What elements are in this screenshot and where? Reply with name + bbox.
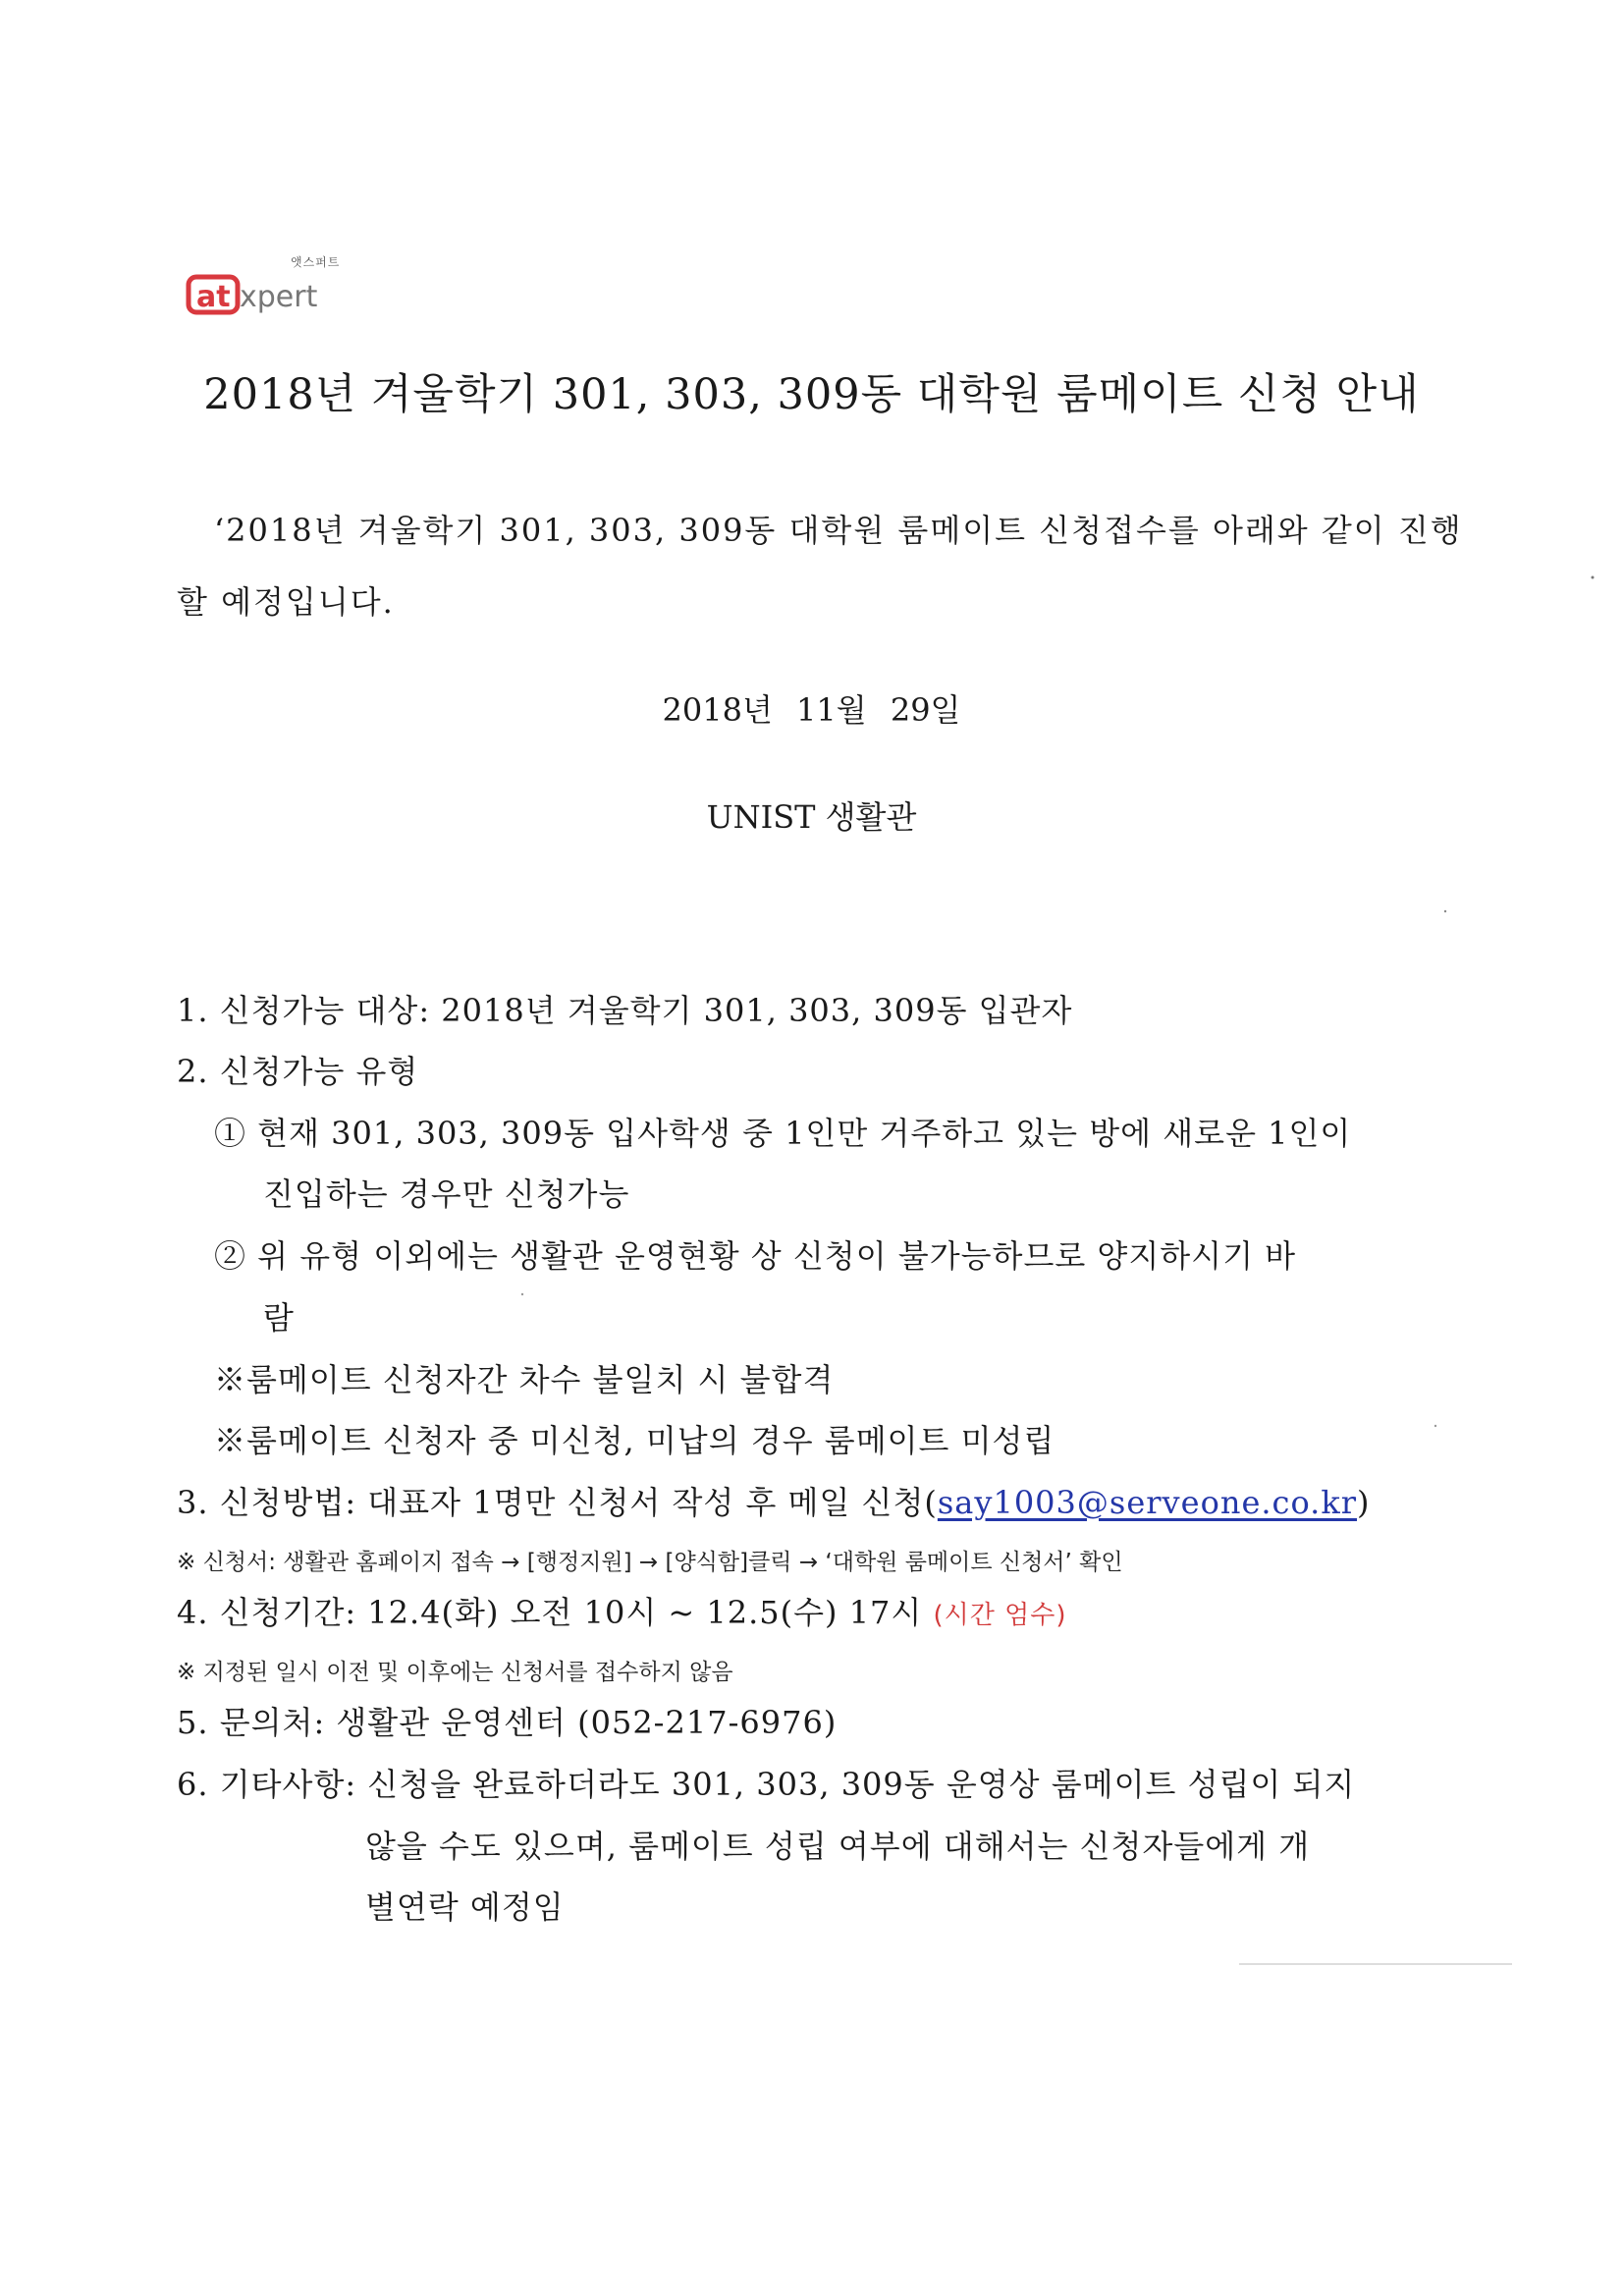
item-5-contact: 5. 문의처: 생활관 운영센터 (052-217-6976) <box>177 1704 838 1741</box>
item-2-type: 2. 신청가능 유형 <box>177 1053 419 1090</box>
item-6-other: 6. 기타사항: 신청을 완료하더라도 301, 303, 309동 운영상 룸메이트 성립이 되지 <box>177 1766 1356 1803</box>
item-4-text: 4. 신청기간: 12.4(화) 오전 10시 ~ 12.5(수) 17시 <box>177 1594 923 1631</box>
item-6-other-cont-1: 않을 수도 있으며, 룸메이트 성립 여부에 대해서는 신청자들에게 개 <box>365 1828 1311 1865</box>
contact-email-link[interactable]: say1003@serveone.co.kr <box>937 1484 1358 1521</box>
item-4-note: ※ 지정된 일시 이전 및 이후에는 신청서를 접수하지 않음 <box>177 1660 733 1685</box>
issuing-organization: UNIST 생활관 <box>706 798 917 836</box>
item-2-sub-1-cont: 진입하는 경우만 신청가능 <box>263 1175 630 1213</box>
warning-unpaid: ※룸메이트 신청자 중 미신청, 미납의 경우 룸메이트 미성립 <box>214 1422 1055 1459</box>
svg-text:xpert: xpert <box>240 280 318 314</box>
logo-korean-text: 앳스퍼트 <box>291 255 341 269</box>
item-3-note: ※ 신청서: 생활관 홈페이지 접속 → [행정지원] → [양식함]클릭 → ‘대학원 룸메이트 신청서’ 확인 <box>177 1550 1123 1575</box>
notice-date: 2018년 11월 29일 <box>662 691 961 729</box>
intro-paragraph: ‘2018년 겨울학기 301, 303, 309동 대학원 룸메이트 신청접수를 아래와 같이 진행할 예정입니다. <box>177 512 1463 621</box>
item-3-method <box>177 1478 1371 1523</box>
item-3-close: ) <box>1357 1484 1371 1521</box>
document-title: 2018년 겨울학기 301, 303, 309동 대학원 룸메이트 신청 안내 <box>203 370 1420 419</box>
item-2-sub-2-cont: 람 <box>263 1299 295 1337</box>
strict-time-note: (시간 엄수) <box>933 1601 1067 1630</box>
item-3-text: 3. 신청방법: 대표자 1명만 신청서 작성 후 메일 신청( <box>177 1484 938 1521</box>
company-logo <box>185 253 361 322</box>
atxpert-logo-icon <box>185 267 342 322</box>
item-6-other-cont-2: 별연락 예정임 <box>365 1888 565 1926</box>
item-2-sub-2: ② 위 유형 이외에는 생활관 운영현황 상 신청이 불가능하므로 양지하시기 바 <box>214 1237 1297 1275</box>
item-2-sub-1: ① 현재 301, 303, 309동 입사학생 중 1인만 거주하고 있는 방에 새로운 1인이 <box>214 1115 1352 1152</box>
warning-mismatch: ※룸메이트 신청자간 차수 불일치 시 불합격 <box>214 1361 835 1398</box>
item-1-eligibility: 1. 신청가능 대상: 2018년 겨울학기 301, 303, 309동 입관자 <box>177 992 1073 1029</box>
svg-text:at: at <box>196 280 231 314</box>
item-4-period <box>177 1588 1067 1633</box>
